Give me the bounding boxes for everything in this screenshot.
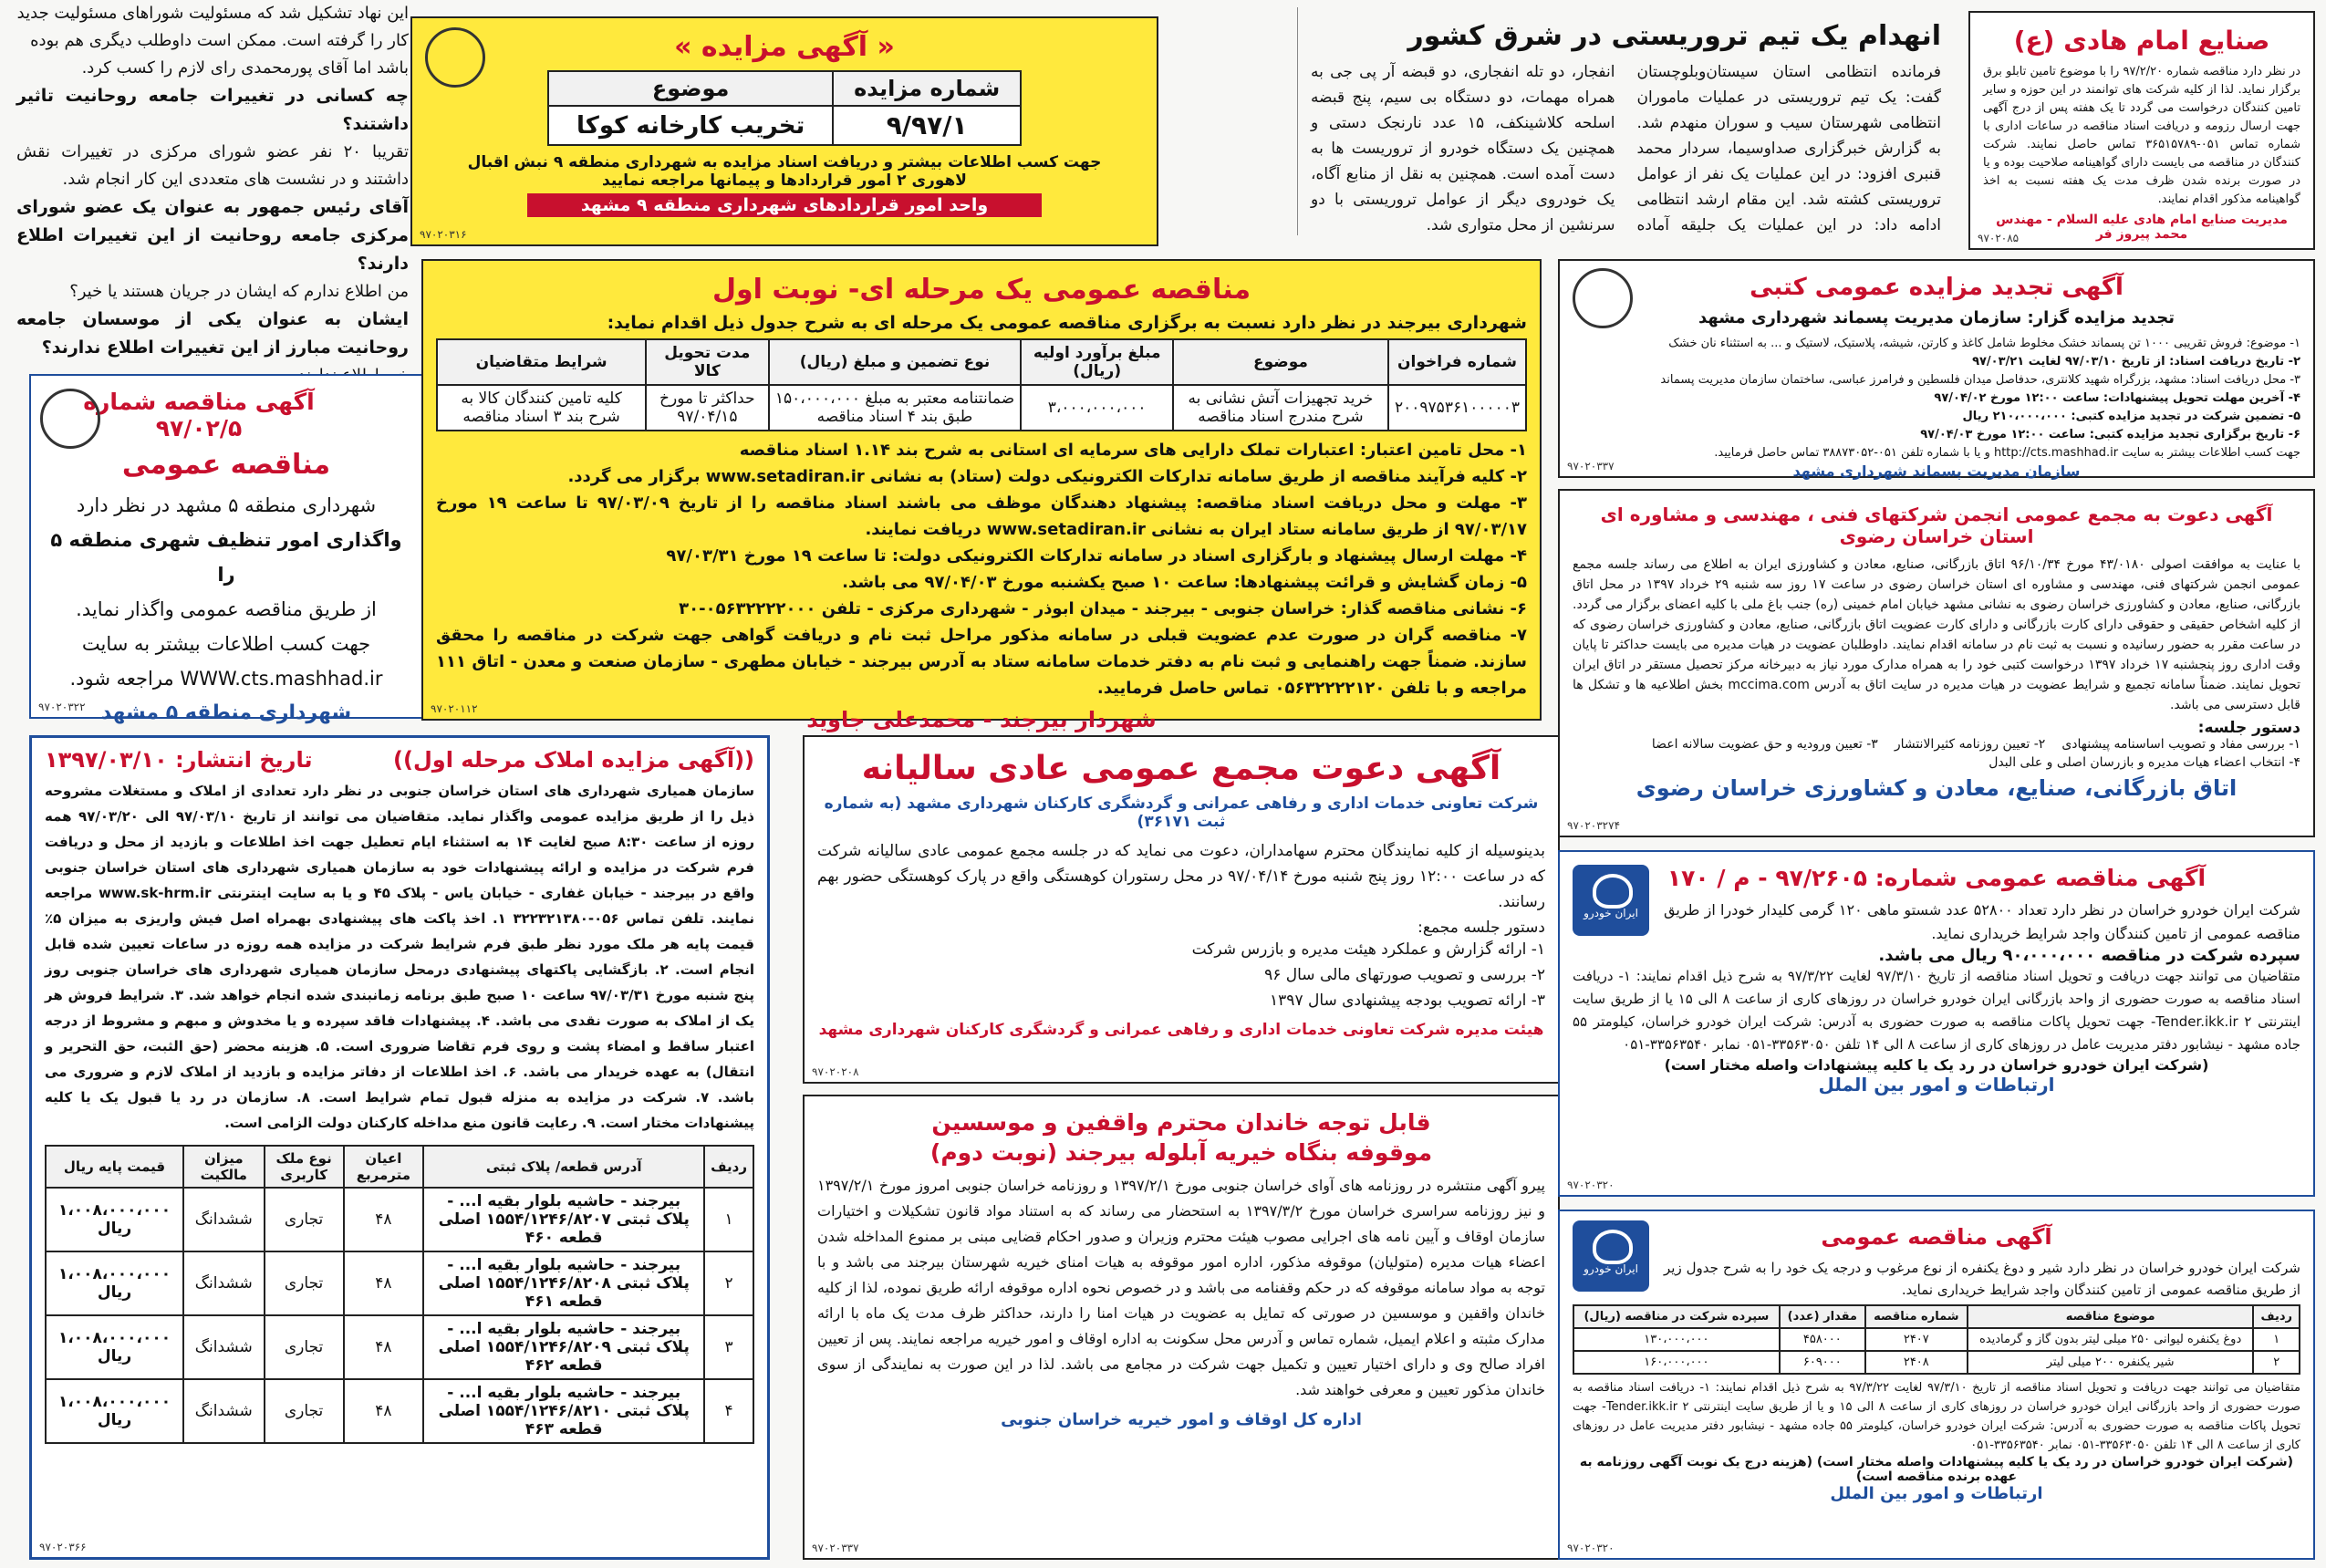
cell: شیر یکنفره ۲۰۰ میلی لیتر [1968, 1351, 2254, 1374]
endow-body: پیرو آگهی منتشره در روزنامه های آوای خراسان جنوبی مورخ ۱۳۹۷/۲/۱ و روزنامه خراسان جنوبی امروز مورخ ۱۳۹۷/۲/۱ و نیز روزنامه سراسری خراسان مورخ ۱۳۹۷/۳/۲ به استحضار می رساند که به استناد مواد قانون تشکیلات و اختیارات سازمان اوقاف و آیین نامه های اجرایی مصوب هیئت محترم وزیران و صدور احکام قضایی مبنی بر ممنوع المداخله شدن اعضاء هیات مدیره (متولیان) موقوفه مذکور، اداره امور موقوفه به هیات امنای خیریه شهرستان بیرجند می باشد و با توجه به مواد سامانه موقوفه که در حکم وقفنامه می باشد و در خصوص نحوه اداره موقوفه ارائه طریق نموده، لذا از کلیه خاندان واقفین و موسسین در صورتی که تمایل به عضویت در هیات امنا را دارند، حداکثر ظرف مدت یک ماه با ارائه مدارک مثبته و اعلام ایمیل، شماره تماس و آدرس محل سکونت به اداره اوقاف و امور خیریه مراجعه نمایند. پس از تعیین افراد صالح وی و دارای اختیار تعیین و تکمیل جهت شرکت در مجامع می باشد. لذا در این صورت به نمایندگی از سوی خاندان مذکور تعیین و معرفی خواهند شد. [817, 1177, 1545, 1398]
cell: خرید تجهیزات آتش نشانی به شرح مندرج اسناد مناقصه [1173, 385, 1388, 431]
zone5-tender-ad [29, 374, 423, 724]
table-row [46, 1315, 753, 1379]
koka-footer: واحد امور قراردادهای شهرداری منطقه ۹ مشهد [527, 193, 1042, 217]
municipality-logo-icon [40, 389, 100, 449]
ikk2-body-2: متقاضیان می توانند جهت دریافت و تحویل اسناد مناقصه از تاریخ ۹۷/۳/۱۰ لغایت ۹۷/۳/۲۲ به شرح ذیل اقدام نمایند: ۱- دریافت اسناد مناقصه به صورت حضوری از واحد بازرگانی ایران خودرو خراسان در روزهای کاری از ساعت ۸ الی ۱۵ و یا از طریق سایت اینترنتی Tender.ikk.ir ۲- جهت تحویل پاکات مناقصه به صورت حضوری به آدرس: شرکت ایران خودرو خراسان، کیلومتر ۵۵ جاده مشهد - نیشابور دفتر مدیریت عامل در روزهای کاری از ساعت ۸ الی ۱۴ تلفن ۳۳۵۶۳۰۵۰-۰۵۱ نمابر ۳۳۵۶۳۵۴۰-۰۵۱ [1573, 1381, 2300, 1452]
koka-header-subject: موضوع [548, 71, 833, 106]
imam-hadi-ad [1968, 11, 2315, 250]
col-header: ردیف [2253, 1305, 2300, 1328]
koka-number: ۹/۹۷/۱ [833, 106, 1021, 145]
cell: بیرجند - حاشیه بلوار بقیه ا... - پلاک ثبتی ۱۵۵۴/۱۲۴۶/۸۲۰۹ اصلی قطعه ۴۶۲ [423, 1315, 704, 1379]
koka-auction-ad [410, 16, 1158, 246]
col-header: مدت تحویل کالا [646, 339, 768, 385]
koka-header-number: شماره مزایده [833, 71, 1021, 106]
municipality-logo-icon [425, 27, 485, 88]
col-header: مبلغ برآورد اولیه (ریال) [1021, 339, 1172, 385]
ad-code: ۹۷۰۲۰۸۵ [1978, 232, 2020, 244]
cell: ۴۸ [344, 1315, 424, 1379]
ikk2-note: (شرکت ایران خودرو خراسان در رد یک یا کلیه پیشنهادات واصله مختار است) (هزینه درج یک نوبت آگهی روزنامه به عهده برنده مناقصه است) [1579, 1455, 2294, 1484]
ikk1-deposit: سپرده شرکت در مناقصه ۹۰،۰۰۰،۰۰۰ ریال می باشد. [1878, 946, 2300, 965]
ad-code: ۹۷۰۲۰۳۲۰ [1567, 1179, 1615, 1191]
cell: بیرجند - حاشیه بلوار بقیه ا... - پلاک ثبتی ۱۵۵۴/۱۲۴۶/۸۲۱۰ اصلی قطعه ۴۶۳ [423, 1379, 704, 1443]
waste-item: ۵- تضمین شرکت در تجدید مزایده کتبی: ۲۱۰،۰۰۰،۰۰۰ ریال [1962, 410, 2300, 423]
chamber-invitation-ad [1558, 489, 2315, 837]
birjand-item: ۵- زمان گشایش و قرائت پیشنهادها: ساعت ۱۰ صبح یکشنبه مورخ ۹۷/۰۴/۰۳ می باشد. [842, 573, 1527, 592]
interview-text [7, 0, 418, 358]
ad-code: ۹۷۰۲۰۳۶۶ [39, 1541, 87, 1553]
endow-signature: اداره کل اوقاف و امور خیریه خراسان جنوبی [1001, 1410, 1362, 1429]
estate-body: سازمان همیاری شهرداری های استان خراسان جنوبی در نظر دارد تعدادی از املاک و مستغلات مشروحه ذیل را از طریق مزایده عمومی واگذار نماید. متقاضیان می توانند از تاریخ ۹۷/۰۳/۱۰ الی ۹۷/۰۳/۲۰ همه روزه از ساعت ۸:۳۰ صبح لغایت ۱۴ به استثناء ایام تعطیل جهت اخذ اطلاعات و بازدید از محل و دریافت فرم شرکت در مزایده و ارائه پیشنهادات خود به سازمان همیاری شهرداری های استان خراسان جنوبی واقع در بیرجند - خیابان غفاری - خیابان یاس - پلاک ۴۵ و یا به سایت اینترنتی www.sk-hrm.ir مراجعه نمایند. تلفن تماس ۰۵۶-۳۲۲۳۲۱۳۸۰ ۱. اخذ پاکت های پیشنهادی بهمراه اصل فیش واریزی به میزان ۵٪ قیمت پایه هر ملک مورد نظر طبق فرم شرایط شرکت در مزایده همه روزه در ساعات تعیین شده قابل انجام است. ۲. بازگشایی پاکتهای پیشنهادی درمحل سازمان همیاری شهرداری های خراسان جنوبی روز پنج شنبه مورخ ۹۷/۰۳/۳۱ ساعت ۱۰ صبح طبق برنامه زمانبندی شده انجام خواهد شد. ۳. شرایط فروش هر یک از املاک به صورت نقدی می باشد. ۴. پیشنهادات فاقد سپرده و یا مخدوش و مبهم و مشروط از درجه اعتبار ساقط و امضاء پشت و روی فرم تقاضا ضروری است. ۵. هزینه محضر (حق الثبت، حق التحریر و انتقال) به عهده خریدار می باشد. ۶. اخذ اطلاعات از دفاتر مزایده و بازدید از املاک لازم و ضروری می باشد. ۷. شرکت در مزایده به منزله قبول تمام شرایط است. ۸. سازمان در رد یا قبول یک یا کلیه پیشنهادات مختار است. ۹. رعایت قانون منع مداخله کارکنان دولت الزامی است. [45, 783, 755, 1131]
imam-hadi-title: صنایع امام هادی (ع) [2013, 26, 2270, 56]
ikk2-title: آگهی مناقصه عمومی [1821, 1224, 2052, 1250]
agenda-item: ۳- ارائه تصویب بودجه پیشنهادی سال ۱۳۹۷ [1270, 992, 1545, 1010]
news-headline: انهدام یک تیم تروریستی در شرق کشور [1407, 20, 1941, 52]
cell: تجاری [265, 1188, 344, 1251]
zone5-line: مراجعه شود. [69, 668, 174, 690]
cell: ششدانگ [183, 1188, 265, 1251]
cell: ۲ [704, 1251, 753, 1315]
interview-answer: من اطلاع ندارم که ایشان در جریان هستند یا خیر؟ [69, 282, 409, 301]
table-row [437, 385, 1526, 431]
koka-title: « آگهی مزایده » [674, 31, 895, 63]
cell: ۱ [2253, 1328, 2300, 1351]
birjand-intro: شهرداری بیرجند در نظر دارد نسبت به برگزاری مناقصه عمومی یک مرحله ای به شرح جدول ذیل اقدام نماید: [607, 313, 1527, 333]
cell: بیرجند - حاشیه بلوار بقیه ا... - پلاک ثبتی ۱۵۵۴/۱۲۴۶/۸۲۰۸ اصلی قطعه ۴۶۱ [423, 1251, 704, 1315]
col-header: ردیف [704, 1146, 753, 1188]
cell: ۴۸ [344, 1379, 424, 1443]
ad-code: ۹۷۰۲۰۳۳۷ [1567, 460, 1615, 472]
col-header: شرایط متقاضیان [437, 339, 646, 385]
cell: ۱،۰۰۸،۰۰۰،۰۰۰ ریال [46, 1188, 183, 1251]
waste-title: آگهی تجدید مزایده عمومی کتبی [1750, 274, 2124, 301]
waste-item: ۱- موضوع: فروش تقریبی ۱۰۰۰ تن پسماند خشک مخلوط شامل کاغذ و کارتن، شیشه، پلاستیک، لاستیک و ... به استثناء نان خشک [1668, 337, 2300, 350]
news-body: فرمانده انتظامی استان سیستان‌وبلوچستان گفت: یک تیم تروریستی در عملیات ماموران انتظامی شهرستان سیب و سوران منهدم شد. به گزارش خبرگزاری صداوسیما، سردار محمد قنبری افزود: در این عملیات یک نفر از عوامل تروریستی کشته شد. این مقام ارشد انتظامی ادامه داد: در این عملیات یک جلیقه آماده انفجار، دو تله انفجاری، دو قبضه آر پی جی به همراه مهمات، دو دستگاه بی سیم، پنج قبضه اسلحه کلاشینکف، ۱۵ عدد نارنجک دستی و همچنین یک دستگاه خودرو از تروریست ها به دست آمده است. همچنین به نقل از منابع آگاه، یک خودروی دیگر از عوامل تروریستی با دو سرنشین از محل متواری شد. [1311, 63, 1941, 234]
table-row [46, 1188, 753, 1251]
zone5-line: شهرداری منطقه ۵ مشهد در نظر دارد [76, 494, 377, 516]
cell: ۴ [704, 1379, 753, 1443]
waste-item: ۶- تاریخ برگزاری تجدید مزایده کتبی: ساعت ۱۲:۰۰ مورخ ۹۷/۰۴/۰۳ [1920, 428, 2300, 441]
news-article [1297, 7, 1954, 235]
birjand-signature: شهردار بیرجند - محمدعلی جاوید [806, 707, 1157, 732]
table-row [46, 1251, 753, 1315]
zone5-signature: شهرداری منطقه ۵ مشهد [100, 701, 352, 724]
koka-table [547, 70, 1022, 146]
ikk1-body-2: متقاضیان می توانند جهت دریافت و تحویل اسناد مناقصه از تاریخ ۹۷/۳/۱۰ لغایت ۹۷/۳/۲۲ به شرح ذیل اقدام نمایند: ۱- دریافت اسناد مناقصه به صورت حضوری از واحد بازرگانی ایران خودرو خراسان در روزهای کاری از ساعت ۸ الی ۱۵ یا از طریق سایت اینترنتی Tender.ikk.ir ۲- جهت تحویل پاکات مناقصه به صورت حضوری به آدرس: شرکت ایران خودرو خراسان، کیلومتر ۵۵ جاده مشهد - نیشابور دفتر مدیریت عامل در روزهای کاری از ساعت ۸ الی ۱۴ تلفن ۳۳۵۶۳۰۵۰-۰۵۱ نمابر ۳۳۵۶۳۵۴۰-۰۵۱ [1573, 968, 2301, 1053]
birjand-item: ۱- محل تامین اعتبار: اعتبارات تملک دارایی های سرمایه ای استانی به شرح بند ۱.۱۴ اسناد مناقصه [739, 441, 1527, 460]
iran-khodro-logo-icon [1573, 865, 1649, 936]
birjand-table-header [437, 339, 1526, 385]
zone5-line: واگذاری امور تنظیف شهری منطقه ۵ را [50, 529, 402, 586]
imam-hadi-body: در نظر دارد مناقصه شماره ۹۷/۲/۲۰ را با موضوع تامین تابلو برق برگزار نماید. لذا از کلیه شرکت های توانمند در این حوزه و سایر تامین کنندگان درخواست می گردد تا یک هفته پس از درج آگهی جهت ارسال رزومه و دریافت اسناد مناقصه در ساعات اداری با شماره تماس ۰۵۱-۳۶۵۱۵۷۸۹ تماس حاصل نمایند. شرکت کنندگان در مناقصه می بایست دارای گواهینامه صلاحیت بوده و یا در صورت برنده شدن ظرف مدت یک هفته نسبت به اخذ گواهینامه مذکور اقدام نمایند. [1983, 65, 2300, 206]
endowment-notice-ad [803, 1095, 1560, 1560]
interview-question: چه کسانی در تغییرات جامعه روحانیت تاثیر داشتند؟ [16, 86, 409, 134]
ad-code: ۹۷۰۲۰۱۱۲ [431, 702, 478, 715]
col-header: سپرده شرکت در مناقصه (ریال) [1573, 1305, 1780, 1328]
coop-invitation-ad [803, 735, 1560, 1084]
coop-signature: هیئت مدیره شرکت تعاونی خدمات اداری و رفاهی عمرانی و گردشگری کارکنان شهرداری مشهد [818, 1021, 1544, 1039]
cell: ۲۴۰۷ [1865, 1328, 1968, 1351]
waste-item: ۲- تاریخ دریافت اسناد: از تاریخ ۹۷/۰۳/۱۰ لغایت ۹۷/۰۳/۲۱ [1972, 355, 2300, 369]
cell: ششدانگ [183, 1251, 265, 1315]
koka-note: جهت کسب اطلاعات بیشتر و دریافت اسناد مزایده به شهرداری منطقه ۹ نبش اقبال لاهوری ۲ امور قراردادها و پیمانها مراجعه نمایید [467, 153, 1102, 190]
agenda-item: ۱- ارائه گزارش و عملکرد هیئت مدیره و بازرس شرکت [1191, 940, 1545, 959]
col-header: نوع ملک کاربری [265, 1146, 344, 1188]
municipality-logo-icon [1573, 268, 1633, 328]
col-header: شماره فراخوان [1388, 339, 1526, 385]
col-header: شماره مناقصه [1865, 1305, 1968, 1328]
col-header: آدرس قطعه/ پلاک ثبتی [423, 1146, 704, 1188]
iran-khodro-logo-icon [1573, 1220, 1649, 1292]
cell: ششدانگ [183, 1315, 265, 1379]
ikk-tender-ad-1 [1558, 850, 2315, 1197]
cell: ۳،۰۰۰،۰۰۰،۰۰۰ [1021, 385, 1172, 431]
cell: ۳ [704, 1315, 753, 1379]
table-row [46, 1379, 753, 1443]
cell: ۱۶۰،۰۰۰،۰۰۰ [1573, 1351, 1780, 1374]
cell: ۱،۰۰۸،۰۰۰،۰۰۰ ریال [46, 1251, 183, 1315]
ikk-tender-ad-2 [1558, 1210, 2315, 1560]
ikk2-signature: ارتباطات و امور بین الملل [1830, 1484, 2043, 1503]
ad-code: ۹۷۰۲۰۳۲۰ [1567, 1542, 1615, 1554]
agenda-item: ۱- بررسی مفاد و تصویب اساسنامه پیشنهادی [2061, 737, 2300, 752]
waste-subtitle: تجدید مزایده گزار: سازمان مدیریت پسماند شهرداری مشهد [1698, 308, 2175, 327]
cell: ۶۰۹۰۰۰ [1780, 1351, 1865, 1374]
cell: ۲ [2253, 1351, 2300, 1374]
cell: دوغ یکنفره لیوانی ۲۵۰ میلی لیتر بدون گاز و گرمادیده [1968, 1328, 2254, 1351]
col-header: موضوع مناقصه [1968, 1305, 2254, 1328]
ikk2-table [1573, 1304, 2300, 1375]
interview-question: ایشان به عنوان یکی از موسسان جامعه روحانیت مبارز از این تغییرات اطلاع ندارند؟ [16, 309, 409, 358]
table-row [1573, 1328, 2300, 1351]
agenda-item: ۴- انتخاب اعضاء هیات مدیره و بازرسان اصلی و علی البدل [1989, 755, 2300, 770]
birjand-item: ۶- نشانی مناقصه گذار: خراسان جنوبی - بیرجند - میدان ابوذر - شهرداری مرکزی - تلفن ۰۵۶۳۲۲۲۲۰۰۰-۳۰ [679, 599, 1527, 618]
birjand-item: ۳- مهلت و محل دریافت اسناد مناقصه: پیشنهاد دهندگان موظف می باشند اسناد مناقصه را از تاریخ ۹۷/۰۳/۰۹ تا ساعت ۱۹ مورخ ۹۷/۰۳/۱۷ از طریق سامانه ستاد ایران به نشانی www.setadiran.ir دریافت نمایند. [436, 493, 1528, 539]
interview-line: کار را گرفته است. ممکن است داوطلب دیگری هم بوده [30, 31, 409, 50]
ad-code: ۹۷۰۲۰۳۳۷ [812, 1542, 859, 1554]
cell: ۱،۰۰۸،۰۰۰،۰۰۰ ریال [46, 1315, 183, 1379]
zone5-subtitle: مناقصه عمومی [121, 449, 331, 481]
zone5-line: جهت کسب اطلاعات بیشتر به سایت [81, 633, 371, 655]
cell: حداکثر تا مورخ ۹۷/۰۴/۱۵ [646, 385, 768, 431]
cell: ضمانتنامه معتبر به مبلغ ۱۵۰،۰۰۰،۰۰۰ طبق بند ۴ اسناد مناقصه [769, 385, 1022, 431]
col-header: قیمت پایه ریال [46, 1146, 183, 1188]
cell: ۱،۰۰۸،۰۰۰،۰۰۰ ریال [46, 1379, 183, 1443]
ikk1-note: (شرکت ایران خودرو خراسان در رد یک یا کلیه پیشنهادات واصله مختار است) [1664, 1056, 2209, 1074]
logo-text: ایران خودرو [1584, 907, 1638, 919]
chamber-title: آگهی دعوت به مجمع عمومی انجمن شرکتهای فنی ، مهندسی و مشاوره ای استان خراسان رضوی [1600, 504, 2273, 547]
col-header: مقدار (عدد) [1780, 1305, 1865, 1328]
cell: ششدانگ [183, 1379, 265, 1443]
zone5-website-link[interactable]: WWW.cts.mashhad.ir [180, 668, 383, 690]
imam-hadi-signature: مدیریت صنایع امام هادی علیه السلام - مهندس محمد پیروز فر [1996, 213, 2288, 242]
endow-title-2: موقوفه بنگاه خیریه آبلوله بیرجند (نوبت دوم) [929, 1139, 1433, 1166]
ad-code: ۹۷۰۲۰۲۰۸ [812, 1065, 859, 1078]
cell: ۴۵۸۰۰۰ [1780, 1328, 1865, 1351]
estate-date: تاریخ انتشار: ۱۳۹۷/۰۳/۱۰ [45, 747, 313, 773]
estate-auction-ad [29, 735, 770, 1560]
logo-text: ایران خودرو [1584, 1262, 1638, 1275]
estate-table-header [46, 1146, 753, 1188]
interview-line: باشد اما آقای پورمحمدی رای لازم را کسب کرد. [81, 58, 409, 78]
cell: ۱ [704, 1188, 753, 1251]
interview-question: آقای رئیس جمهور به عنوان یک عضو شورای مرکزی جامعه روحانیت از این تغییرات اطلاع دارند؟ [16, 197, 409, 274]
cell: ۴۸ [344, 1251, 424, 1315]
col-header: میزان مالکیت [183, 1146, 265, 1188]
agenda-item: ۲- تعیین روزنامه کثیرالانتشار [1894, 737, 2046, 752]
table-row [1573, 1351, 2300, 1374]
chamber-body: با عنایت به موافقت اصولی ۴۳/۰۱۸۰ مورخ ۹۶/۱۰/۳۴ اتاق بازرگانی، صنایع، معادن و کشاورزی ایران به اطلاع می رساند جلسه مجمع عمومی انجمن شرکتهای فنی، مهندسی و مشاوره ای استان خراسان رضوی در ساعت ۱۷ روز سه شنبه ۲۹ خرداد ۱۳۹۷ در محل اتاق بازرگانی، صنایع، معادن و کشاورزی خراسان رضوی به نشانی مشهد خیابان امام خمینی (ره) جنب باغ ملی با کلیه اعضای برگزار می گردد. از کلیه اشخاص حقیقی و حقوقی دارای کارت بازرگانی و دارای کارت عضویت اتاق بازرگانی، صنایع، معادن و کشاورزی خراسان رضوی که در ساعت مقرر به حضور رسانیده و نسبت به ثبت نام در سامانه اقدام نمایند. داوطلبان عضویت در هیات مدیره می بایست حداکثر تا پایان وقت اداری روز پنجشنبه ۱۷ خرداد ۱۳۹۷ درخواست کتبی خود را به همراه مدارک مورد نیاز به دبیرخانه مرکز تحصیل مستقر در اتاق ایران تحویل نمایند. ضمناً سامانه تجمیع و شرایط عضویت در هیات مدیره در سایت اتاق به آدرس mccima.com بخش اطلاعیه ها و تشکل ها قابل دسترسی می باشد. [1573, 557, 2301, 712]
birjand-title: مناقصه عمومی یک مرحله ای- نوبت اول [711, 274, 1251, 306]
ad-code: ۹۷۰۲۰۳۲۷۴ [1567, 819, 1621, 832]
birjand-table [436, 338, 1527, 431]
ad-code: ۹۷۰۲۰۳۲۲ [38, 701, 86, 713]
chamber-signature: اتاق بازرگانی، صنایع، معادن و کشاورزی خراسان رضوی [1635, 775, 2238, 801]
koka-subject: تخریب کارخانه کوکا [548, 106, 833, 145]
cell: کلیه تامین کنندگان کالا به شرح بند ۳ اسناد مناقصه [437, 385, 646, 431]
waste-signature: سازمان مدیریت پسماند شهرداری مشهد [1792, 462, 2081, 480]
cell: ۱۳۰،۰۰۰،۰۰۰ [1573, 1328, 1780, 1351]
endow-title-1: قابل توجه خاندان محترم واقفین و موسسین [931, 1109, 1431, 1136]
ikk1-title: آگهی مناقصه عمومی شماره: ۹۷/۲۶۰۵ - م / ۱۷۰ [1667, 865, 2207, 891]
chamber-agenda-title: دستور جلسه: [2197, 719, 2300, 737]
interview-answer: تقریبا ۲۰ نفر عضو شورای مرکزی در تغییرات نقش داشتند و در نشست های متعددی این کار انجام شد. [16, 142, 409, 189]
birjand-item: ۴- مهلت ارسال پیشنهاد و بارگزاری اسناد در سامانه تدارکات الکترونیکی دولت: تا ساعت ۱۹ مورخ ۹۷/۰۳/۳۱ [666, 546, 1527, 566]
col-header: نوع تضمین و مبلغ (ریال) [769, 339, 1022, 385]
cell: تجاری [265, 1315, 344, 1379]
zone5-line: از طریق مناقصه عمومی واگذار نماید. [76, 598, 377, 620]
cell: ۲۴۰۸ [1865, 1351, 1968, 1374]
cell: ۴۸ [344, 1188, 424, 1251]
ad-code: ۹۷۰۲۰۳۱۶ [420, 228, 467, 241]
col-header: موضوع [1173, 339, 1388, 385]
zone5-title: آگهی مناقصه شماره ۹۷/۰۲/۵ [83, 389, 315, 441]
ikk2-table-header [1573, 1305, 2300, 1328]
agenda-item: ۲- بررسی و تصویب صورتهای مالی سال ۹۶ [1264, 966, 1545, 984]
cell: تجاری [265, 1251, 344, 1315]
coop-agenda-title: دستور جلسه مجمع: [1417, 919, 1545, 937]
cell: تجاری [265, 1379, 344, 1443]
birjand-item: ۷- مناقصه گران در صورت عدم عضویت قبلی در سامانه مذکور مراحل ثبت نام و دریافت گواهی جهت شرکت در مناقصه را محقق سازند. ضمناً جهت راهنمایی و ثبت نام به دفتر خدمات سامانه ستاد به آدرس بیرجند - خیابان مطهری - سازمان صنعت و معدن - اتاق ۱۱۱ مراجعه و با تلفن ۰۵۶۳۲۲۲۲۱۲۰ تماس حاصل فرمایید. [436, 626, 1527, 698]
coop-intro: بدینوسیله از کلیه نمایندگان محترم سهامداران، دعوت می نماید که در جلسه مجمع عمومی عادی سالیانه شرکت که در ساعت ۱۲:۰۰ روز پنج شنبه مورخ ۹۷/۰۴/۱۴ در محل رستوران کوهستگی واقع در پارک کوهستگی حضور بهم رسانند. [817, 842, 1545, 911]
estate-title: ((آگهی مزایده املاک مرحله اول)) [393, 747, 754, 773]
birjand-item: ۲- کلیه فرآیند مناقصه از طریق سامانه تدارکات الکترونیکی دولت (ستاد) به نشانی www.setadiran.ir برگزار می گردد. [567, 467, 1527, 486]
coop-title: آگهی دعوت مجمع عمومی عادی سالیانه [861, 750, 1501, 787]
birjand-tender-ad [421, 259, 1542, 732]
col-header: اعیان مترمربع [344, 1146, 424, 1188]
agenda-item: ۳- تعیین ورودیه و حق عضویت سالانه اعضا [1651, 737, 1878, 752]
cell: ۲۰۰۹۷۵۳۶۱۰۰۰۰۰۳ [1388, 385, 1526, 431]
ikk2-body: شرکت ایران خودرو خراسان در نظر دارد شیر و دوغ یکنفره از نوع مرغوب و درجه یک خود را به شرح جدول زیر از طریق مناقصه عمومی از تامین کنندگان واجد شرایط خریداری نماید. [1664, 1260, 2300, 1298]
waste-auction-ad [1558, 259, 2315, 478]
ikk1-body: شرکت ایران خودرو خراسان در نظر دارد تعداد ۵۲۸۰۰ عدد شستو ماهی ۱۲۰ گرمی کلیدار خودرا از طریق مناقصه عمومی از تامین کنندگان واجد شرایط خریداری نماید. [1664, 901, 2301, 942]
waste-item: ۴- آخرین مهلت تحویل پیشنهادات: ساعت ۱۲:۰۰ مورخ ۹۷/۰۴/۰۲ [1934, 391, 2300, 405]
interview-line: این نهاد تشکیل شد که مسئولیت شوراهای مسئولیت جدید [16, 4, 409, 23]
coop-subtitle: شرکت تعاونی خدمات اداری و رفاهی عمرانی و گردشگری کارکنان شهرداری مشهد (به شماره ثبت ۳۶۱۷۱) [824, 794, 1539, 831]
waste-item: ۳- محل دریافت اسناد: مشهد، بزرگراه شهید کلانتری، حدفاصل میدان فلسطین و فرامرز عباسی، ساختمان سازمان مدیریت پسماند [1660, 373, 2300, 387]
estate-table [45, 1145, 754, 1444]
waste-item: جهت کسب اطلاعات بیشتر به سایت http://cts.mashhad.ir و یا با شماره تلفن ۰۵۱-۳۸۸۷۳۰۵۲ تماس حاصل فرمایید. [1714, 446, 2300, 460]
ikk1-signature: ارتباطات و امور بین الملل [1818, 1074, 2055, 1096]
cell: بیرجند - حاشیه بلوار بقیه ا... - پلاک ثبتی ۱۵۵۴/۱۲۴۶/۸۲۰۷ اصلی قطعه ۴۶۰ [423, 1188, 704, 1251]
